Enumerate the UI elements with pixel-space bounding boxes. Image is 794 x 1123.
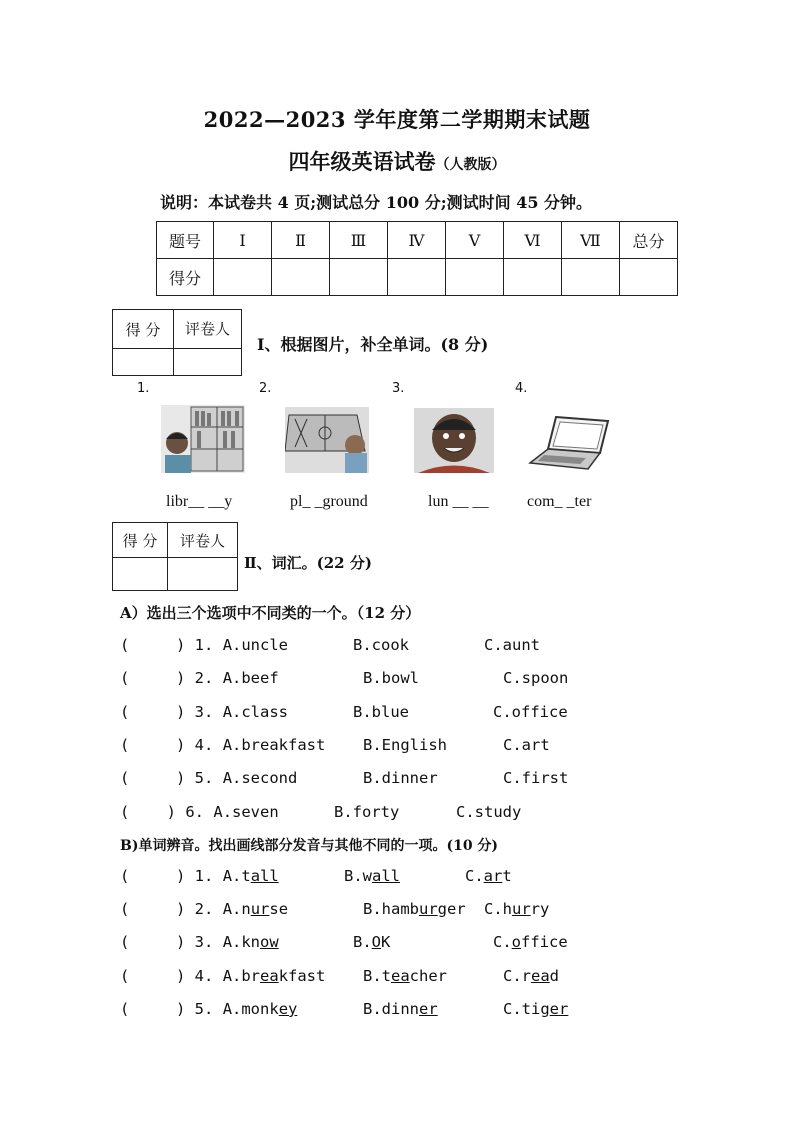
question-number: 3. [194,933,214,951]
grader-box-1 [112,309,242,376]
option-c: C.art [465,867,512,885]
answer-paren[interactable]: ( ) [120,900,186,918]
grader-score-cell[interactable] [113,349,174,376]
score-table-score-row [157,259,678,296]
score-table-col: Ⅱ [272,222,330,259]
score-table [156,221,678,296]
answer-paren[interactable]: ( ) [120,933,186,951]
grader-score-label: 得 分 [113,310,174,349]
question-row [120,1000,297,1018]
score-table-col: Ⅰ [214,222,272,259]
word-blank-3[interactable]: lun __ __ [428,493,489,510]
exam-title: 2022—2023 学年度第二学期期末试题 [203,107,591,132]
option-c: C.office [493,933,568,951]
answer-paren[interactable]: ( ) [120,1000,186,1018]
option-b: B.blue [353,703,409,721]
grader-name-label: 评卷人 [174,310,242,349]
score-table-col: Ⅵ [504,222,562,259]
grader-box-2 [112,522,238,591]
question-row [120,636,288,654]
option-b: B.OK [353,933,391,951]
option-c: C.study [456,803,522,821]
subtitle-main: 四年级英语试卷 [288,149,436,174]
question-row [120,803,279,821]
answer-paren[interactable]: ( ) [120,867,186,885]
subtitle-edition: （人教版） [435,157,506,173]
question-number: 5. [194,769,214,787]
answer-paren[interactable]: ( ) [120,967,186,985]
picture-number: 3. [392,381,405,396]
option-b: B.dinner [363,769,438,787]
question-row [120,967,325,985]
instructions: 说明：本试卷共 4 页;测试总分 100 分;测试时间 45 分钟。 [160,193,593,212]
score-cell[interactable] [620,259,678,296]
option-b: B.bowl [363,669,419,687]
grader-score-cell[interactable] [113,558,168,591]
option-b: B.cook [353,636,409,654]
option-a: A.class [222,703,289,721]
option-a: A.nurse [222,900,289,918]
playground-picture [285,407,369,473]
question-row [120,933,279,951]
score-table-col: 总分 [620,222,678,259]
score-cell[interactable] [446,259,504,296]
question-row [120,703,288,721]
option-a: A.second [222,769,298,787]
word-blank-2[interactable]: pl_ _ground [290,493,368,510]
option-a: A.monkey [222,1000,298,1018]
option-a: A.breakfast [222,967,326,985]
question-row [120,867,279,885]
option-a: A.beef [222,669,279,687]
option-b: B.dinner [363,1000,438,1018]
question-number: 1. [194,867,214,885]
option-c: C.art [503,736,550,754]
computer-picture [526,415,612,471]
option-b: B.wall [344,867,400,885]
question-number: 2. [194,900,214,918]
section2-title: Ⅱ、词汇。(22 分) [244,554,372,572]
option-a: A.uncle [222,636,289,654]
answer-paren[interactable]: ( ) [120,669,186,687]
option-c: C.aunt [484,636,540,654]
option-c: C.first [503,769,569,787]
exam-subtitle [0,146,794,176]
option-c: C.hurry [484,900,550,918]
score-table-col: Ⅲ [330,222,388,259]
question-row [120,669,279,687]
option-c: C.tiger [503,1000,569,1018]
word-blank-1[interactable]: libr__ __y [166,493,233,510]
answer-paren[interactable]: ( ) [120,769,186,787]
score-cell[interactable] [214,259,272,296]
score-cell[interactable] [272,259,330,296]
answer-paren[interactable]: ( ) [120,636,186,654]
score-table-row1-label: 题号 [157,222,214,259]
score-cell[interactable] [388,259,446,296]
question-row [120,736,325,754]
option-b: B.forty [334,803,400,821]
score-table-row2-label: 得分 [157,259,214,296]
question-row [120,900,288,918]
answer-paren[interactable]: ( ) [120,736,186,754]
question-number: 4. [194,736,214,754]
score-cell[interactable] [562,259,620,296]
question-number: 1. [194,636,214,654]
question-number: 6. [185,803,205,821]
picture-number: 1. [137,381,150,396]
option-c: C.office [493,703,568,721]
grader-score-label: 得 分 [113,523,168,558]
score-table-col: Ⅳ [388,222,446,259]
section1-title: Ⅰ、根据图片，补全单词。(8 分) [257,335,489,354]
score-table-col: Ⅴ [446,222,504,259]
partA-title: A）选出三个选项中不同类的一个。（12 分） [120,604,421,622]
answer-paren[interactable]: ( ) [120,703,186,721]
picture-number: 4. [515,381,528,396]
boy-picture [414,408,494,473]
library-picture [161,405,245,473]
picture-number: 2. [259,381,272,396]
question-row [120,769,297,787]
grader-name-label: 评卷人 [168,523,238,558]
question-number: 5. [194,1000,214,1018]
option-a: A.tall [222,867,279,885]
question-number: 4. [194,967,214,985]
question-number: 2. [194,669,214,687]
answer-paren[interactable]: ( ) [120,803,176,821]
option-a: A.breakfast [222,736,326,754]
grader-name-cell[interactable] [168,558,238,591]
option-a: A.seven [213,803,279,821]
option-c: C.read [503,967,560,985]
score-table-header-row [157,222,678,259]
partB-title: B)单词辨音。找出画线部分发音与其他不同的一项。(10 分) [120,838,499,854]
option-a: A.know [222,933,279,951]
score-cell[interactable] [504,259,562,296]
option-b: B.hamburger [363,900,466,918]
option-b: B.teacher [363,967,447,985]
grader-name-cell[interactable] [174,349,242,376]
option-c: C.spoon [503,669,569,687]
option-b: B.English [363,736,447,754]
question-number: 3. [194,703,214,721]
word-blank-4[interactable]: com_ _ter [527,493,592,510]
score-table-col: Ⅶ [562,222,620,259]
score-cell[interactable] [330,259,388,296]
